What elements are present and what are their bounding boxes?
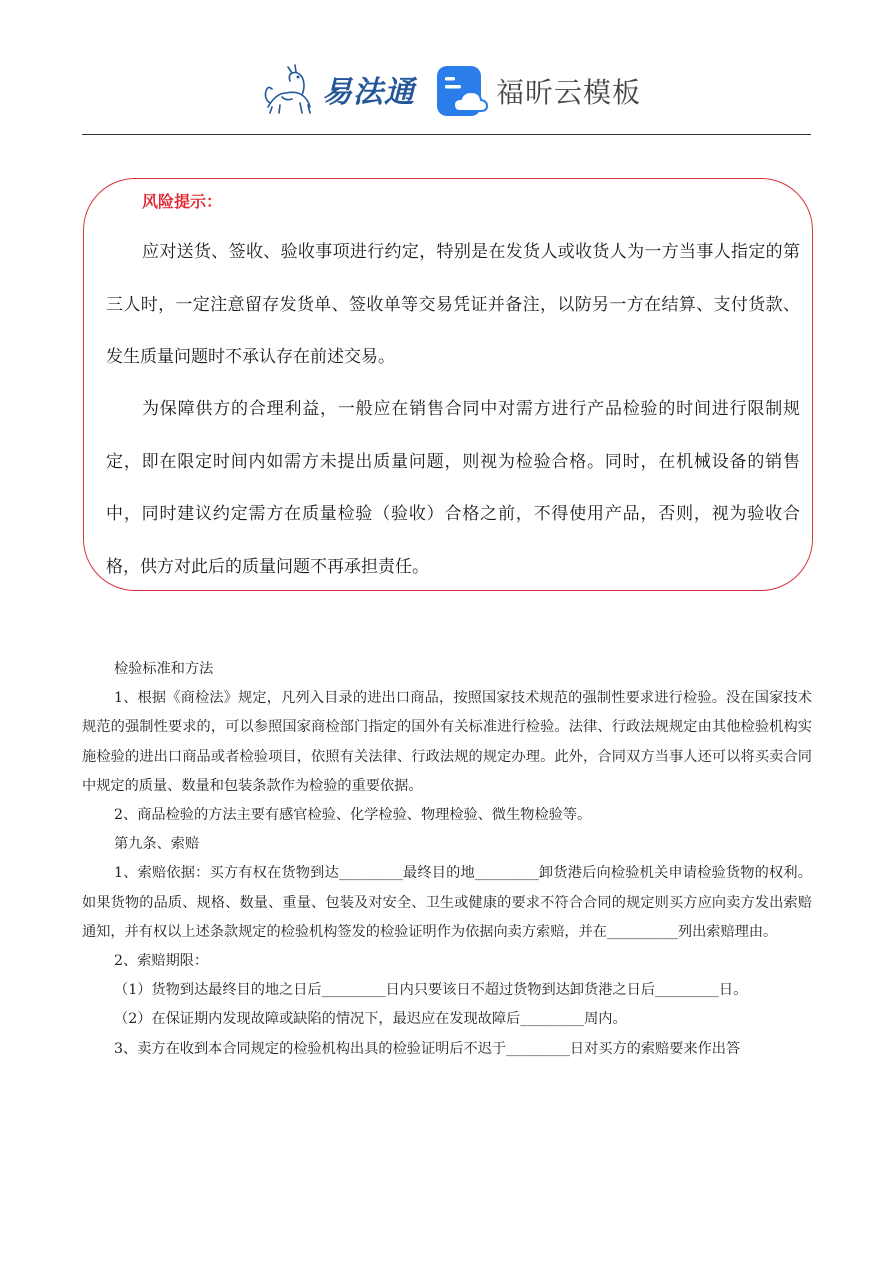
- body-paragraph: 2、商品检验的方法主要有感官检验、化学检验、物理检验、微生物检验等。: [114, 807, 592, 824]
- body-paragraph: （2）在保证期内发现故障或缺陷的情况下，最迟应在发现故障后_________周内。: [114, 1011, 627, 1028]
- logo-left-text: 易法通: [322, 75, 415, 110]
- body-paragraph: 3、卖方在收到本合同规定的检验机构出具的检验证明后不迟于_________日对买方的索赔要来作出答: [114, 1040, 741, 1057]
- body-paragraph: 1、根据《商检法》规定，凡列入目录的进出口商品，按照国家技术规范的强制性要求进行检验。没在国家技术规范的强制性要求的，可以参照国家商检部门指定的国外有关标准进行检验。法律、行政法规规定由其他检验机构实施检验的进出口商品或者检验项目，依照有关法律、行政法规的规定办理。此外，合同双方当事人还可以将买卖合同中规定的质量、数量和包装条款作为检验的重要依据。: [82, 690, 812, 794]
- risk-paragraph: 应对送货、签收、验收事项进行约定，特别是在发货人或收货人为一方当事人指定的第三人时，一定注意留存发货单、签收单等交易凭证并备注，以防另一方在结算、支付货款、发生质量问题时不承认存在前述交易。: [106, 242, 800, 367]
- fuxin-logo: [436, 64, 641, 118]
- yifatong-logo: [262, 62, 415, 116]
- logo-right-text: 福昕云模板: [496, 76, 642, 109]
- contract-body: [82, 655, 812, 1064]
- header-divider: [82, 134, 811, 135]
- section-heading: 第九条、索赔: [114, 836, 200, 853]
- section-heading: 检验标准和方法: [114, 661, 214, 677]
- body-paragraph: 1、索赔依据：买方有权在货物到达_________最终目的地_________卸货港后向检验机关申请检验货物的权利。如果货物的品质、规格、数量、重量、包装及对安全、卫生或健康的要求不符合合同的规定则买方应向卖方发出索赔通知，并有权以上述条款规定的检验机构签发的检验证明作为依据向卖方索赔，并在__________列出索赔理由。: [82, 865, 812, 940]
- page-header: [0, 0, 893, 136]
- body-paragraph: （1）货物到达最终目的地之日后_________日内只要该日不超过货物到达卸货港之日后_________日。: [114, 982, 748, 999]
- body-paragraph: 2、索赔期限：: [114, 953, 209, 970]
- risk-paragraph: 为保障供方的合理利益，一般应在销售合同中对需方进行产品检验的时间进行限制规定，即在限定时间内如需方未提出质量问题，则视为检验合格。同时，在机械设备的销售中，同时建议约定需方在质量检验（验收）合格之前，不得使用产品，否则，视为验收合格，供方对此后的质量问题不再承担责任。: [106, 399, 800, 577]
- risk-title: 风险提示：: [142, 192, 223, 211]
- qilin-icon: [262, 63, 320, 115]
- cloud-document-icon: [436, 65, 488, 117]
